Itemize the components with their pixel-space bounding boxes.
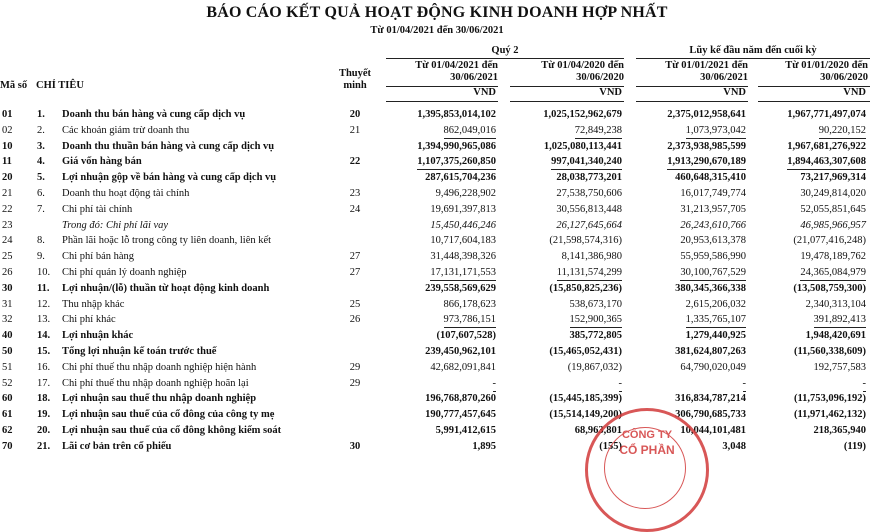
row-thuyet-minh: 24	[349, 203, 361, 215]
value-ytd-2020: 391,892,413	[814, 313, 867, 328]
row-ma-so: 24	[2, 235, 13, 247]
row-ma-so: 01	[2, 109, 13, 120]
header-col3-line2: 30/06/2021	[700, 72, 748, 83]
table-row	[0, 155, 874, 169]
row-thuyet-minh: 22	[349, 156, 361, 168]
row-chi-tieu: Chi phí thuế thu nhập doanh nghiệp hiện hành	[62, 361, 257, 373]
row-number: 2.	[37, 124, 45, 136]
header-col4-unit: VND	[843, 87, 866, 98]
row-ma-so: 40	[2, 330, 13, 342]
row-chi-tieu: Chi phí quản lý doanh nghiệp	[62, 267, 187, 278]
row-chi-tieu: Chi phí khác	[62, 314, 116, 326]
value-q2-2021: 1,895	[472, 440, 496, 452]
row-number: 14.	[37, 330, 51, 342]
value-q2-2020: 28,038,773,201	[556, 172, 622, 184]
header-group-q2-label: Quý 2	[491, 45, 519, 56]
value-ytd-2021: 1,279,440,925	[685, 330, 746, 342]
header-col2-line1: Từ 01/04/2020 đến	[541, 60, 624, 71]
table-row	[0, 345, 874, 359]
value-q2-2021: 190,777,457,645	[425, 409, 496, 421]
row-ma-so: 61	[2, 409, 13, 421]
value-q2-2021: 10,717,604,183	[430, 235, 496, 247]
row-number: 18.	[37, 393, 51, 405]
header-col4-line2: 30/06/2020	[820, 72, 868, 83]
row-chi-tieu: Lợi nhuận sau thuế thu nhập doanh nghiệp	[62, 393, 257, 405]
value-q2-2020: (19,867,032)	[567, 361, 622, 373]
table-row	[0, 377, 874, 391]
row-ma-so: 50	[2, 346, 13, 357]
header-thuyet-minh-1: Thuyết	[338, 68, 372, 79]
value-q2-2020: (21,598,574,316)	[549, 235, 622, 247]
row-number: 7.	[37, 203, 45, 215]
value-ytd-2021: 316,834,787,214	[675, 393, 746, 405]
header-col2-unit: VND	[599, 87, 622, 98]
value-ytd-2020: (11,560,338,609)	[793, 346, 866, 357]
table-row	[0, 282, 874, 296]
table-row	[0, 313, 874, 327]
value-ytd-2021: 55,959,586,990	[680, 251, 746, 263]
value-q2-2021: 42,682,091,841	[430, 361, 496, 373]
row-ma-so: 26	[2, 267, 13, 278]
row-chi-tieu: Chi phí bán hàng	[62, 251, 135, 263]
value-q2-2021: -	[493, 377, 497, 392]
header-chi-tieu: CHỈ TIÊU	[36, 80, 84, 91]
value-ytd-2021: 3,048	[722, 440, 746, 452]
row-chi-tieu: Giá vốn hàng bán	[62, 156, 142, 168]
table-row	[0, 266, 874, 280]
row-chi-tieu: Doanh thu bán hàng và cung cấp dịch vụ	[62, 109, 246, 120]
row-number: 16.	[37, 361, 51, 373]
value-q2-2021: 1,394,990,965,086	[417, 140, 496, 152]
value-q2-2020: 385,772,805	[569, 330, 622, 342]
row-number: 5.	[37, 172, 45, 184]
row-ma-so: 22	[2, 203, 13, 215]
value-ytd-2021: 1,335,765,107	[686, 313, 746, 328]
header-col2-line2: 30/06/2020	[576, 72, 624, 83]
row-thuyet-minh: 23	[349, 188, 361, 199]
row-number: 8.	[37, 235, 45, 247]
row-thuyet-minh: 27	[349, 267, 361, 278]
table-row	[0, 234, 874, 248]
value-ytd-2021: 2,615,206,032	[685, 298, 746, 310]
row-ma-so: 02	[2, 124, 13, 136]
table-row	[0, 219, 874, 233]
row-chi-tieu: Trong đó: Chi phí lãi vay	[62, 219, 169, 231]
value-ytd-2021: 381,624,807,263	[675, 346, 746, 357]
row-number: 19.	[37, 409, 51, 421]
value-q2-2020: 538,673,170	[569, 298, 622, 310]
value-ytd-2021: 1,073,973,042	[686, 124, 746, 139]
value-q2-2021: 287,615,704,236	[425, 172, 496, 184]
value-ytd-2020: (13,508,759,300)	[793, 282, 866, 294]
header-col1-unit: VND	[473, 87, 496, 98]
value-ytd-2020: 1,967,771,497,074	[787, 109, 866, 120]
header-thuyet-minh-2: minh	[343, 80, 367, 91]
row-chi-tieu: Lợi nhuận sau thuế của cổ đông của công ty mẹ	[62, 409, 275, 421]
header-col1-line1: Từ 01/04/2021 đến	[415, 60, 498, 71]
value-q2-2021: 862,049,016	[444, 124, 497, 139]
row-chi-tieu: Các khoản giảm trừ doanh thu	[62, 124, 190, 136]
row-ma-so: 31	[2, 298, 13, 310]
row-ma-so: 20	[2, 172, 13, 184]
row-number: 1.	[37, 109, 45, 120]
value-q2-2021: (107,607,528)	[436, 330, 496, 342]
value-q2-2020: 997,041,340,240	[551, 155, 622, 170]
value-ytd-2020: 30,249,814,020	[800, 188, 866, 199]
value-ytd-2021: 460,648,315,410	[675, 172, 746, 184]
value-ytd-2021: 16,017,749,774	[680, 188, 746, 199]
row-thuyet-minh: 29	[349, 377, 361, 389]
row-number: 4.	[37, 156, 45, 168]
row-number: 15.	[37, 346, 51, 357]
value-q2-2021: 15,450,446,246	[430, 219, 496, 231]
table-row	[0, 329, 874, 343]
value-ytd-2021: 2,375,012,958,641	[667, 109, 746, 120]
value-q2-2020: (15,514,149,200)	[549, 409, 622, 421]
value-q2-2020: 30,556,813,448	[556, 203, 622, 215]
row-number: 20.	[37, 425, 51, 436]
value-ytd-2020: (21,077,416,248)	[793, 235, 866, 247]
value-ytd-2020: -	[863, 377, 867, 392]
value-ytd-2021: 10,044,101,481	[680, 425, 746, 436]
row-number: 9.	[37, 251, 45, 263]
row-number: 10.	[37, 267, 51, 278]
table-row	[0, 424, 874, 438]
row-ma-so: 51	[2, 361, 13, 373]
table-row	[0, 203, 874, 217]
stamp-line-2: CỔ PHẦN	[619, 443, 675, 457]
value-ytd-2020: 218,365,940	[813, 425, 866, 436]
header-col3-line1: Từ 01/01/2021 đến	[665, 60, 748, 71]
value-ytd-2020: 1,967,681,276,922	[787, 140, 866, 152]
value-ytd-2020: 1,894,463,307,608	[787, 155, 866, 170]
value-ytd-2021: 380,345,366,338	[675, 282, 746, 294]
value-ytd-2020: 90,220,152	[819, 124, 866, 139]
table-row	[0, 298, 874, 312]
value-ytd-2020: (119)	[843, 440, 866, 452]
value-q2-2021: 5,991,412,615	[435, 425, 496, 436]
row-ma-so: 32	[2, 314, 13, 326]
value-q2-2020: 8,141,386,980	[561, 251, 622, 263]
row-chi-tieu: Phần lãi hoặc lỗ trong công ty liên doanh, liên kết	[62, 235, 272, 247]
row-ma-so: 30	[2, 282, 13, 294]
row-number: 6.	[37, 188, 45, 199]
value-ytd-2020: 46,985,966,957	[800, 219, 866, 231]
row-chi-tieu: Chi phí tài chính	[62, 203, 133, 215]
value-q2-2020: -	[619, 377, 623, 392]
row-thuyet-minh: 29	[349, 361, 361, 373]
row-ma-so: 11	[2, 156, 12, 168]
value-q2-2021: 973,786,151	[444, 313, 497, 328]
table-row	[0, 108, 874, 122]
value-ytd-2021: 1,913,290,670,189	[667, 155, 746, 170]
row-chi-tieu: Tổng lợi nhuận kế toán trước thuế	[62, 346, 217, 357]
row-chi-tieu: Doanh thu hoạt động tài chính	[62, 188, 190, 199]
value-ytd-2021: 64,790,020,049	[680, 361, 746, 373]
table-row	[0, 140, 874, 154]
row-ma-so: 62	[2, 425, 13, 436]
value-ytd-2021: 2,373,938,985,599	[667, 140, 746, 152]
value-q2-2020: 68,963,801	[574, 425, 622, 436]
value-q2-2021: 239,450,962,101	[425, 346, 496, 357]
row-thuyet-minh: 26	[349, 314, 361, 326]
value-q2-2021: 866,178,623	[443, 298, 496, 310]
table-row	[0, 187, 874, 201]
table-row	[0, 440, 874, 454]
row-ma-so: 60	[2, 393, 13, 405]
value-q2-2021: 19,691,397,813	[430, 203, 496, 215]
row-chi-tieu: Lợi nhuận/(lỗ) thuần từ hoạt động kinh doanh	[62, 282, 270, 294]
value-ytd-2020: (11,753,096,192)	[793, 393, 866, 405]
row-chi-tieu: Lãi cơ bản trên cổ phiếu	[62, 440, 172, 452]
row-thuyet-minh: 30	[349, 440, 361, 452]
row-ma-so: 52	[2, 377, 13, 389]
row-thuyet-minh: 21	[349, 124, 361, 136]
value-q2-2020: 27,538,750,606	[556, 188, 622, 199]
table-row	[0, 392, 874, 406]
value-ytd-2020: 73,217,969,314	[800, 172, 866, 184]
row-chi-tieu: Chi phí thuế thu nhập doanh nghiệp hoãn lại	[62, 377, 249, 389]
table-row	[0, 124, 874, 138]
row-thuyet-minh: 25	[349, 298, 361, 310]
header-col3-unit: VND	[723, 87, 746, 98]
value-q2-2021: 1,107,375,260,850	[417, 155, 496, 170]
company-stamp	[585, 408, 709, 532]
value-ytd-2021: 20,953,613,378	[680, 235, 746, 247]
value-q2-2020: (155)	[599, 440, 622, 452]
value-ytd-2020: 24,365,084,979	[800, 266, 866, 281]
row-thuyet-minh: 27	[349, 251, 361, 263]
value-ytd-2021: 30,100,767,529	[680, 266, 746, 281]
row-ma-so: 23	[2, 219, 13, 231]
header-group-luyke-label: Lũy kế đầu năm đến cuối kỳ	[689, 45, 817, 56]
row-chi-tieu: Lợi nhuận khác	[62, 330, 134, 342]
value-q2-2020: 152,900,365	[570, 313, 623, 328]
value-q2-2020: 26,127,645,664	[556, 219, 622, 231]
report-title: BÁO CÁO KẾT QUẢ HOẠT ĐỘNG KINH DOANH HỢP NHẤT	[206, 4, 668, 21]
value-ytd-2020: (11,971,462,132)	[793, 409, 866, 421]
value-ytd-2021: 306,790,685,733	[675, 409, 746, 421]
row-chi-tieu: Doanh thu thuần bán hàng và cung cấp dịch vụ	[62, 140, 275, 152]
row-chi-tieu: Lợi nhuận sau thuế của cổ đông không kiểm soát	[62, 425, 282, 436]
value-q2-2020: (15,850,825,236)	[549, 282, 622, 294]
value-q2-2020: (15,445,185,399)	[549, 393, 622, 405]
value-ytd-2020: 1,948,420,691	[805, 330, 866, 342]
row-number: 11.	[37, 282, 50, 294]
row-ma-so: 25	[2, 251, 13, 263]
header-ma-so: Mã số	[0, 80, 28, 91]
table-row	[0, 171, 874, 185]
row-chi-tieu: Thu nhập khác	[62, 298, 125, 310]
value-q2-2021: 17,131,171,553	[430, 266, 496, 281]
row-ma-so: 21	[2, 188, 13, 199]
value-ytd-2020: 19,478,189,762	[800, 251, 866, 263]
row-chi-tieu: Lợi nhuận gộp về bán hàng và cung cấp dịch vụ	[62, 172, 277, 184]
value-ytd-2020: 192,757,583	[813, 361, 866, 373]
value-q2-2020: 1,025,080,113,441	[543, 140, 622, 152]
value-ytd-2020: 2,340,313,104	[805, 298, 866, 310]
value-ytd-2021: 31,213,957,705	[680, 203, 746, 215]
value-q2-2020: (15,465,052,431)	[549, 346, 622, 357]
value-q2-2021: 31,448,398,326	[430, 251, 496, 263]
stamp-line-1: CÔNG TY	[621, 429, 673, 441]
value-q2-2021: 9,496,228,902	[435, 188, 496, 199]
value-ytd-2021: 26,243,610,766	[680, 219, 746, 231]
row-number: 13.	[37, 314, 51, 326]
header-col4-line1: Từ 01/01/2020 đến	[785, 60, 868, 71]
table-row	[0, 408, 874, 422]
table-row	[0, 250, 874, 264]
value-q2-2020: 72,849,238	[575, 124, 622, 139]
value-q2-2020: 11,131,574,299	[557, 266, 622, 281]
row-number: 17.	[37, 377, 51, 389]
value-ytd-2021: -	[743, 377, 747, 392]
row-number: 21.	[37, 440, 51, 452]
row-thuyet-minh: 20	[349, 109, 361, 120]
value-q2-2021: 196,768,870,260	[425, 393, 496, 405]
report-period: Từ 01/04/2021 đến 30/06/2021	[370, 25, 504, 36]
value-q2-2021: 239,558,569,629	[425, 282, 496, 294]
value-ytd-2020: 52,055,851,645	[800, 203, 866, 215]
value-q2-2021: 1,395,853,014,102	[417, 109, 496, 120]
row-number: 12.	[37, 298, 51, 310]
header-col1-line2: 30/06/2021	[450, 72, 498, 83]
value-q2-2020: 1,025,152,962,679	[543, 109, 622, 120]
row-ma-so: 70	[2, 440, 13, 452]
table-row	[0, 361, 874, 375]
row-ma-so: 10	[2, 140, 13, 152]
row-number: 3.	[37, 140, 45, 152]
